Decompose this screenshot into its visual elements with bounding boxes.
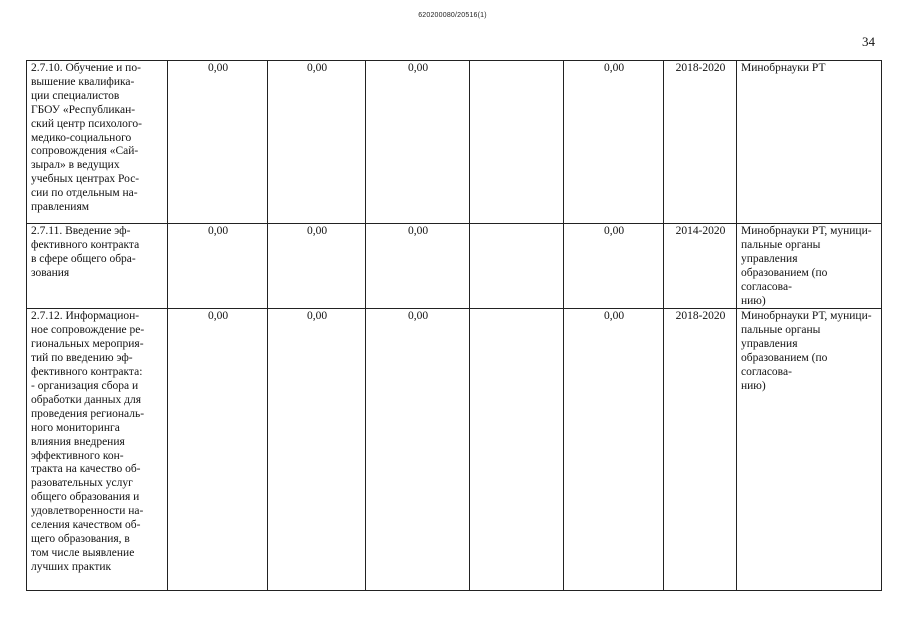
measure-description: 2.7.12. Информацион- ное сопровождение ре- гиональных мероприя- тий по введению эф- фективного контракта: - организация сбора и обработки данных для проведения региональ- ного мониторинга влияния внедрения эффективного кон- тракта на качество об- разовательных услуг общего образования и удовлетворенности на- селения качеством об- щего образования, в том числе выявление лучших практик: [27, 309, 168, 591]
funding-value: 0,00: [268, 224, 366, 309]
funding-value: 0,00: [268, 61, 366, 224]
document-code: 620200080/20516(1): [418, 12, 487, 19]
page-number: 34: [862, 34, 875, 49]
funding-value: [470, 309, 564, 591]
program-table: [26, 60, 882, 591]
funding-value: 0,00: [564, 61, 664, 224]
funding-value: 0,00: [366, 309, 470, 591]
table-row: [27, 224, 882, 309]
implementation-period: 2018-2020: [664, 309, 737, 591]
funding-value: [470, 224, 564, 309]
funding-value: 0,00: [564, 224, 664, 309]
measure-description: 2.7.10. Обучение и по- вышение квалифика- ции специалистов ГБОУ «Республикан- ский центр психолого- медико-социального сопровождения «Сай- зырал» в ведущих учебных центрах Рос- сии по отдельным на- правлениям: [27, 61, 168, 224]
table-row: [27, 309, 882, 591]
funding-value: 0,00: [366, 224, 470, 309]
funding-value: 0,00: [168, 61, 268, 224]
funding-value: 0,00: [168, 309, 268, 591]
responsible-executor: Минобрнауки РТ, муници- пальные органы управления образованием (по согласова- нию): [737, 224, 882, 309]
funding-value: 0,00: [268, 309, 366, 591]
measure-description: 2.7.11. Введение эф- фективного контракта в сфере общего обра- зования: [27, 224, 168, 309]
implementation-period: 2018-2020: [664, 61, 737, 224]
funding-value: 0,00: [564, 309, 664, 591]
responsible-executor: Минобрнауки РТ: [737, 61, 882, 224]
funding-value: [470, 61, 564, 224]
funding-value: 0,00: [168, 224, 268, 309]
implementation-period: 2014-2020: [664, 224, 737, 309]
responsible-executor: Минобрнауки РТ, муници- пальные органы управления образованием (по согласова- нию): [737, 309, 882, 591]
funding-value: 0,00: [366, 61, 470, 224]
table-row: [27, 61, 882, 224]
